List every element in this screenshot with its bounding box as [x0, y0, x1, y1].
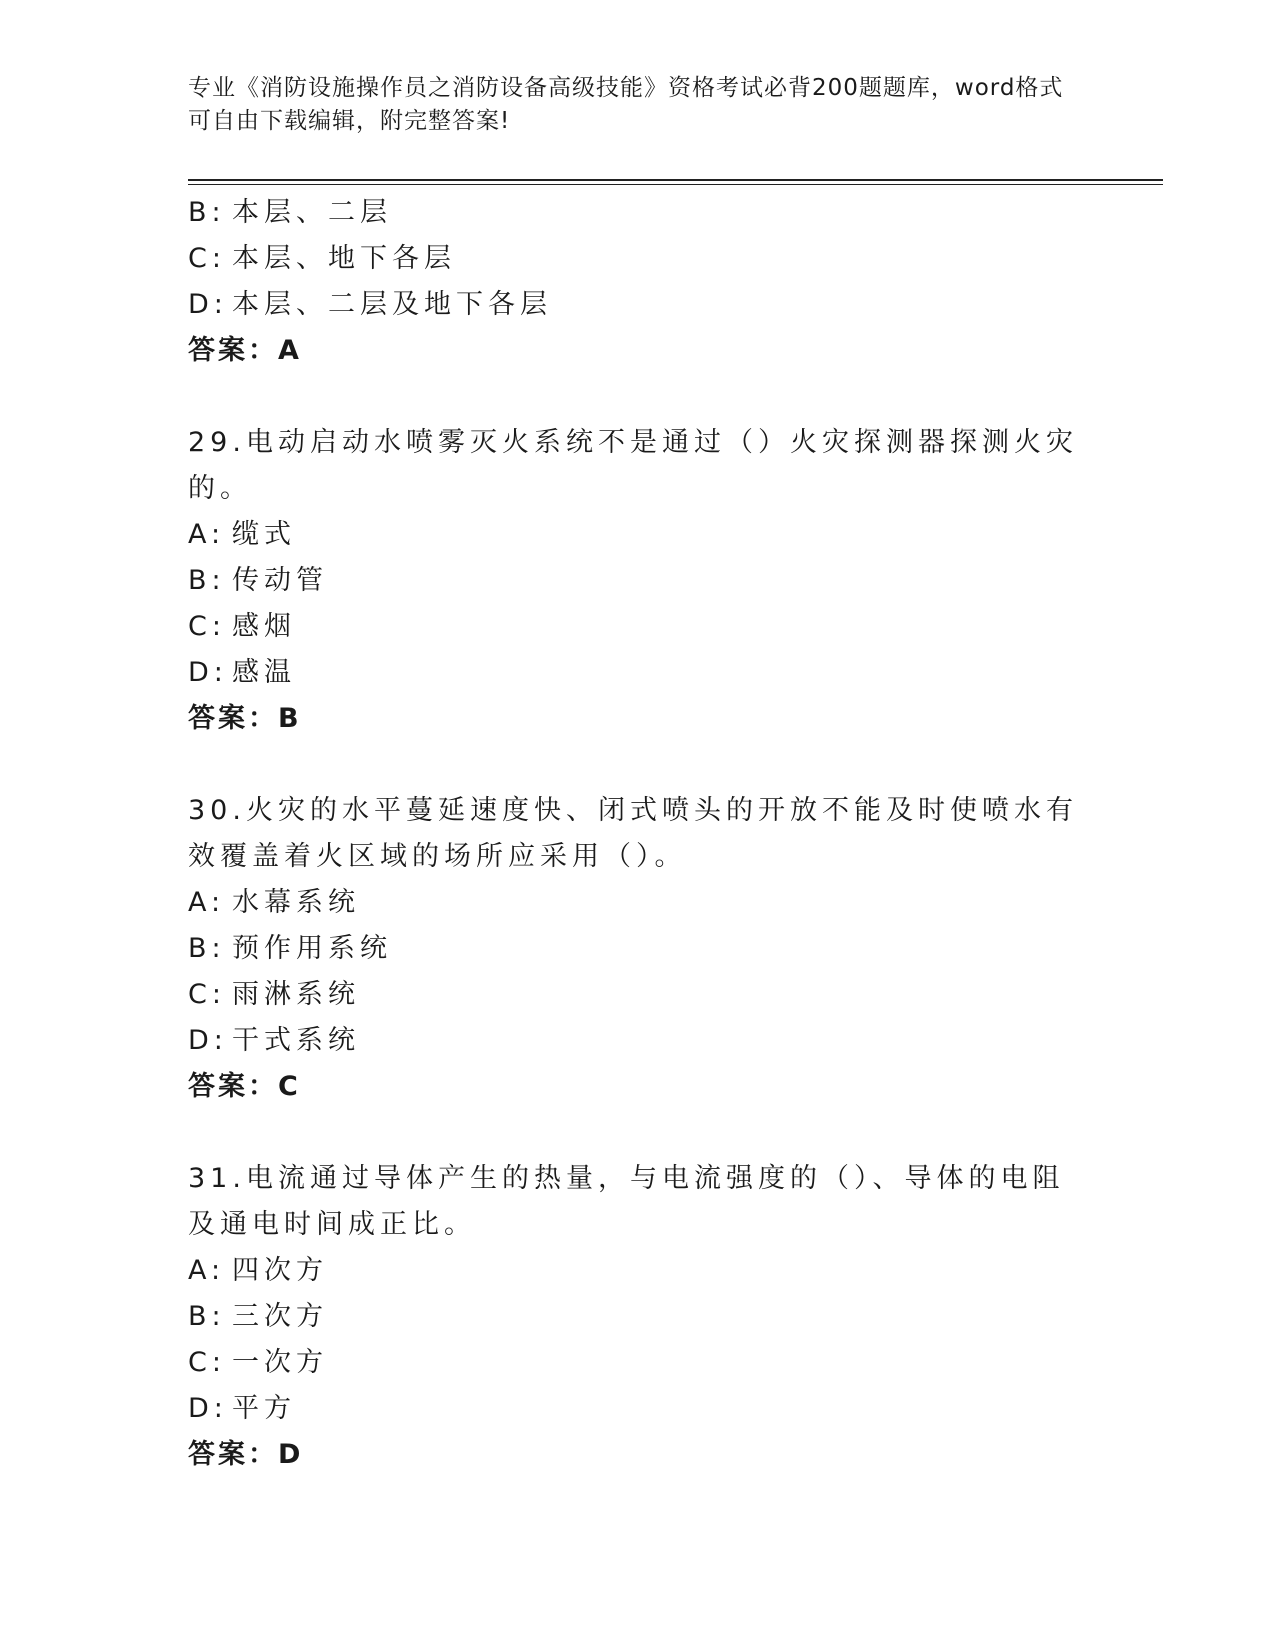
option-line: [188, 1386, 1088, 1432]
document-header: 专业《消防设施操作员之消防设备高级技能》资格考试必背200题题库，word格式可自由下载编辑，附完整答案!: [188, 75, 1064, 134]
header-divider-thick: [188, 179, 1163, 181]
option-key: C:: [188, 1347, 226, 1378]
option-line: [188, 190, 1088, 236]
spacer: [188, 742, 1088, 788]
question-block-30: [188, 788, 1088, 1110]
option-line: [188, 604, 1088, 650]
option-line: [188, 558, 1088, 604]
option-key: B:: [188, 197, 226, 228]
option-key: A:: [188, 1255, 226, 1286]
question-block-29: [188, 420, 1088, 742]
option-text: 一次方: [232, 1347, 328, 1378]
option-key: D:: [188, 1393, 228, 1424]
option-text: 感烟: [232, 611, 296, 642]
option-key: B:: [188, 933, 226, 964]
option-text: 三次方: [232, 1301, 328, 1332]
option-text: 本层、二层及地下各层: [232, 289, 552, 320]
option-text: 干式系统: [232, 1025, 360, 1056]
option-line: [188, 282, 1088, 328]
question-text: 31.电流通过导体产生的热量，与电流强度的（）、导体的电阻及通电时间成正比。: [188, 1163, 1065, 1240]
option-line: [188, 1018, 1088, 1064]
answer-line: 答案：B: [188, 703, 302, 734]
question-content: [188, 190, 1088, 1478]
answer-line: 答案：A: [188, 335, 302, 366]
option-line: [188, 1248, 1088, 1294]
option-key: A:: [188, 887, 226, 918]
answer-line: 答案：C: [188, 1071, 301, 1102]
answer-line: 答案：D: [188, 1439, 304, 1470]
option-text: 本层、二层: [232, 197, 392, 228]
option-key: A:: [188, 519, 226, 550]
option-key: B:: [188, 565, 226, 596]
option-key: D:: [188, 1025, 228, 1056]
option-line: [188, 1340, 1088, 1386]
option-text: 感温: [232, 657, 296, 688]
option-text: 预作用系统: [232, 933, 392, 964]
option-key: C:: [188, 243, 226, 274]
question-block-continued: [188, 190, 1088, 374]
option-key: B:: [188, 1301, 226, 1332]
option-text: 本层、地下各层: [232, 243, 456, 274]
option-key: C:: [188, 979, 226, 1010]
header-divider-thin: [188, 184, 1163, 185]
question-block-31: [188, 1156, 1088, 1478]
option-line: [188, 236, 1088, 282]
option-line: [188, 972, 1088, 1018]
question-text: 29.电动启动水喷雾灭火系统不是通过（）火灾探测器探测火灾的。: [188, 427, 1078, 504]
option-key: D:: [188, 657, 228, 688]
option-key: C:: [188, 611, 226, 642]
option-line: [188, 880, 1088, 926]
option-text: 雨淋系统: [232, 979, 360, 1010]
question-text: 30.火灾的水平蔓延速度快、闭式喷头的开放不能及时使喷水有效覆盖着火区域的场所应采用（）。: [188, 795, 1078, 872]
option-line: [188, 512, 1088, 558]
option-text: 缆式: [232, 519, 296, 550]
option-text: 水幕系统: [232, 887, 360, 918]
option-text: 四次方: [232, 1255, 328, 1286]
option-text: 平方: [232, 1393, 296, 1424]
spacer: [188, 374, 1088, 420]
option-line: [188, 650, 1088, 696]
option-line: [188, 1294, 1088, 1340]
option-key: D:: [188, 289, 228, 320]
option-text: 传动管: [232, 565, 328, 596]
option-line: [188, 926, 1088, 972]
spacer: [188, 1110, 1088, 1156]
